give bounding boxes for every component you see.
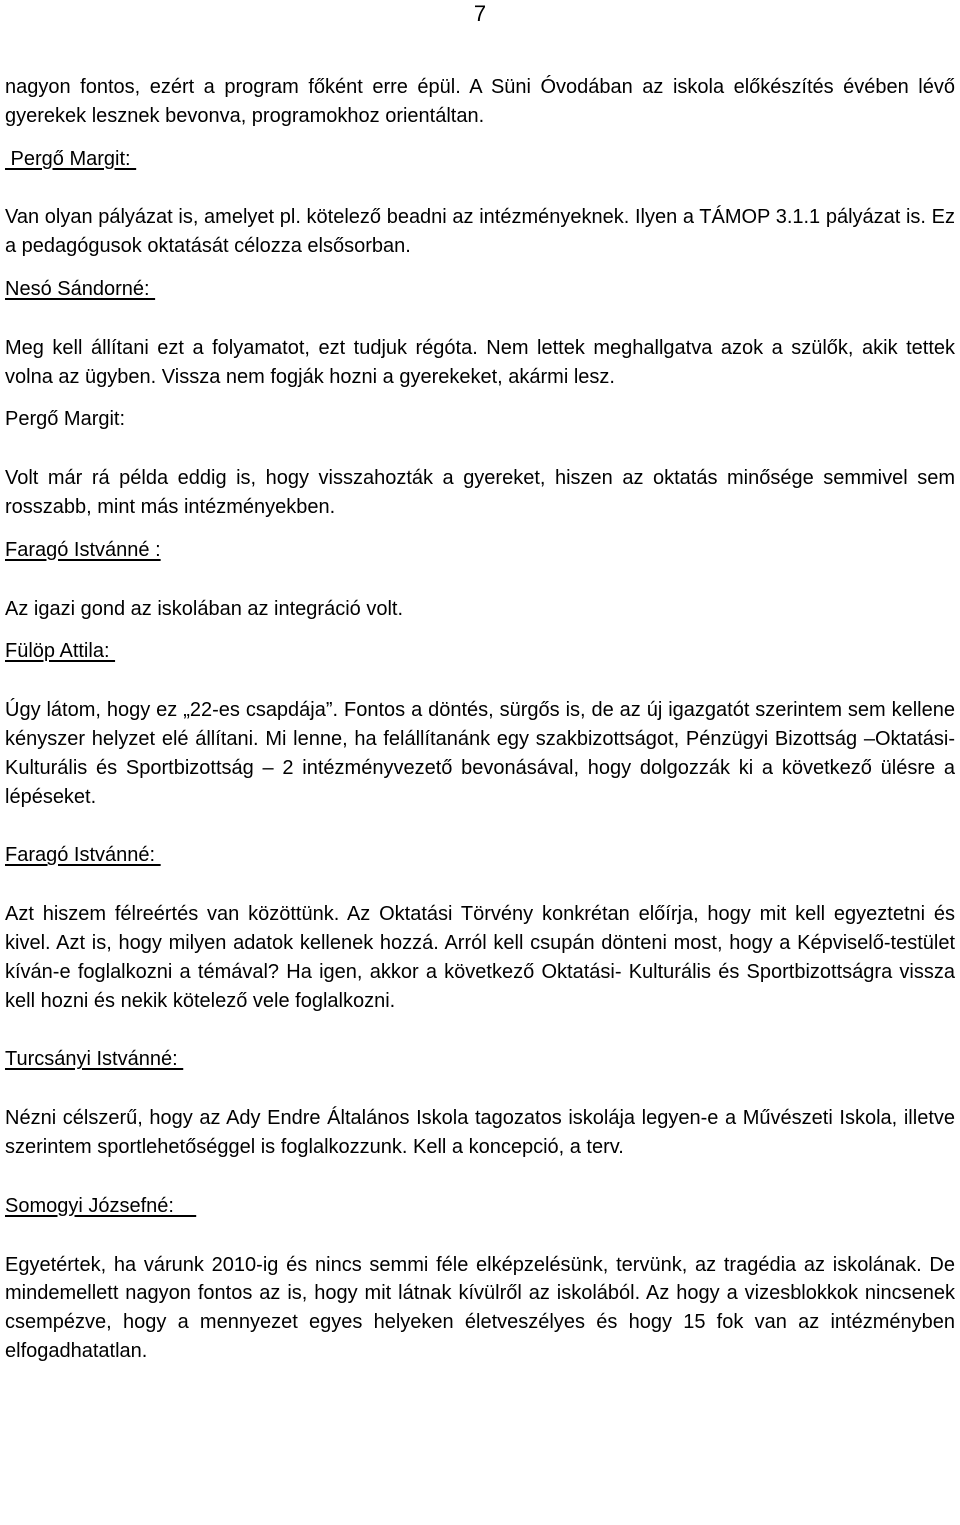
paragraph: Az igazi gond az iskolában az integráció volt. [5, 597, 404, 620]
paragraph: Azt hiszem félreértés van közöttünk. Az Oktatási Törvény konkrétan előírja, hogy mit kell egyeztetni és kivel. Azt is, hogy milyen adatok kellenek hozzá. Arról kell csupán dönteni most, hogy a Képviselő-testület kíván-e foglalkozni a témával? Ha igen, akkor a következő Oktatási- Kulturális és Sportbizottságra vissza kell hozni és nekik kötelező vele foglalkozni. [5, 903, 955, 1012]
paragraph: Úgy látom, hogy ez „22-es csapdája”. Fontos a döntés, sürgős is, de az új igazgatót szerintem sem kellene kényszer helyzet elé állítani. Mi lenne, ha felállítanánk egy szakbizottságot, Pénzügyi Bizottság –Oktatási- Kulturális és Sportbizottság – 2 intézményvezető bevonásával, hogy dolgozzák ki a következő ülésre a lépéseket. [5, 699, 955, 808]
speaker-label: Pergő Margit: [5, 408, 126, 431]
speaker-label: Pergő Margit: [5, 147, 137, 170]
page-number: 7 [473, 1, 487, 26]
speaker-label: Nesó Sándorné: [5, 277, 156, 300]
paragraph: Nézni célszerű, hogy az Ady Endre Általános Iskola tagozatos iskolája legyen-e a Művészeti Iskola, illetve szerintem sportlehetőséggel is foglalkozzunk. Kell a koncepció, a terv. [5, 1107, 955, 1158]
speaker-label: Faragó Istvánné: [5, 844, 161, 867]
paragraph: nagyon fontos, ezért a program főként erre épül. A Süni Óvodában az iskola előkészítés évében lévő gyerekek lesznek bevonva, programokhoz orientáltan. [5, 76, 955, 127]
speaker-label: Faragó Istvánné : [5, 538, 161, 561]
paragraph: Meg kell állítani ezt a folyamatot, ezt tudjuk régóta. Nem lettek meghallgatva azok a szülők, akik tettek volna az ügyben. Vissza nem fogják hozni a gyerekeket, akármi lesz. [5, 336, 955, 388]
speaker-label: Fülöp Attila: [5, 640, 116, 663]
paragraph: Egyetértek, ha várunk 2010-ig és nincs semmi féle elképzelésünk, tervünk, az tragédia az iskolának. De mindemellett nagyon fontos az is, hogy mit látnak kívülről az iskolából. Az hogy a vizesblokkok nincsenek csempézve, hogy a mennyezet egyes helyeken életveszélyes és hogy 15 fok van az intézményben elfogadhatatlan. [5, 1253, 955, 1362]
speaker-label: Somogyi Józsefné: [5, 1194, 197, 1217]
speaker-label: Turcsányi Istvánné: [5, 1048, 184, 1071]
document-body [5, 73, 955, 1366]
paragraph: Van olyan pályázat is, amelyet pl. kötelező beadni az intézményeknek. Ilyen a TÁMOP 3.1.1 pályázat is. Ez a pedagógusok oktatását célozza elsősorban. [5, 206, 955, 258]
paragraph: Volt már rá példa eddig is, hogy visszahozták a gyereket, hiszen az oktatás minősége semmivel sem rosszabb, mint más intézményekben. [5, 467, 955, 518]
